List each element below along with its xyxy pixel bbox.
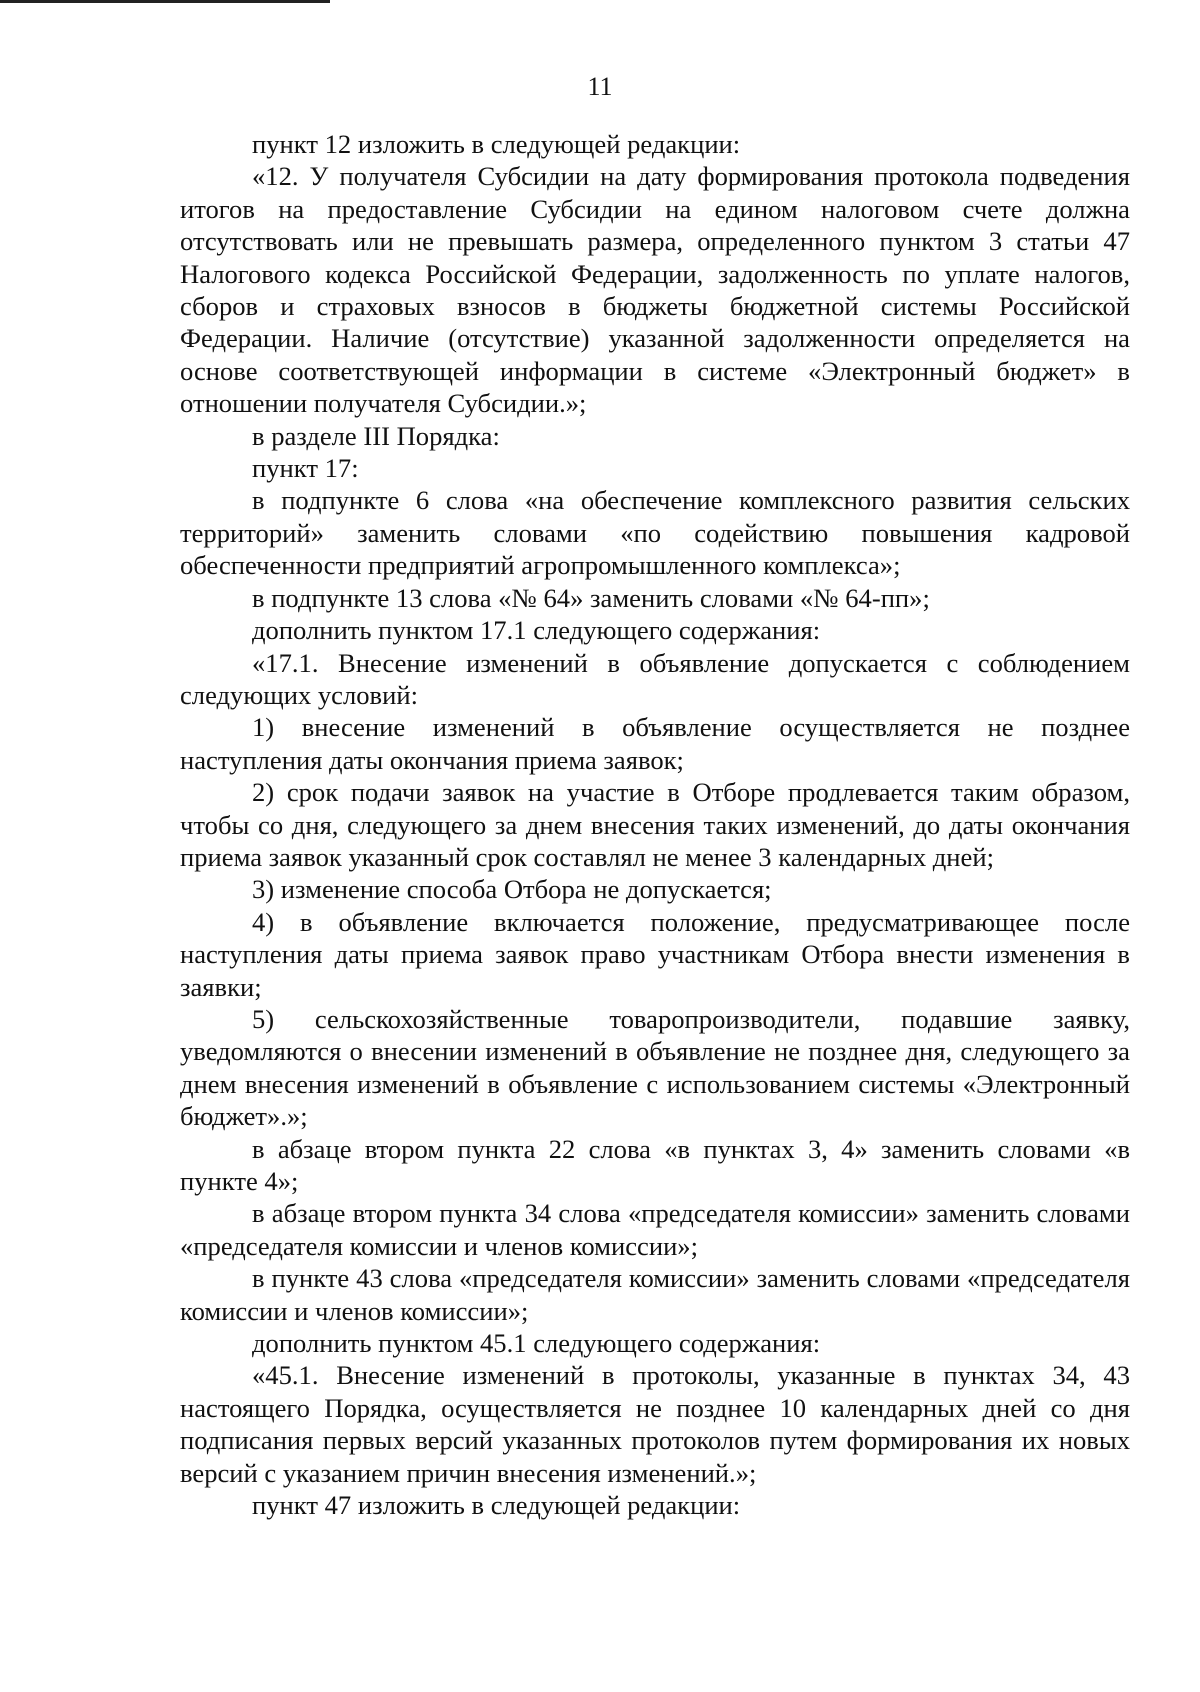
paragraph: пункт 12 изложить в следующей редакции: (252, 129, 741, 159)
paragraph: дополнить пунктом 45.1 следующего содержания: (252, 1328, 821, 1359)
paragraph: в пункте 43 слова «председателя комиссии» заменить словами «председателя комиссии и членов комиссии»; (180, 1263, 1130, 1326)
page-number: 11 (587, 72, 613, 101)
paragraph: «45.1. Внесение изменений в протоколы, указанные в пунктах 34, 43 настоящего Порядка, осуществляется не позднее 10 календарных дней со дня подписания первых версий указанных протоколов путем формирования их новых версий с указанием причин внесения изменений.»; (180, 1360, 1130, 1488)
list-item: 1) внесение изменений в объявление осуществляется не позднее наступления даты окончания приема заявок; (180, 712, 1130, 775)
paragraph: в абзаце втором пункта 34 слова «председателя комиссии» заменить словами «председателя комиссии и членов комиссии»; (180, 1198, 1130, 1261)
scan-top-edge-line (0, 0, 330, 3)
paragraph: «17.1. Внесение изменений в объявление допускается с соблюдением следующих условий: (180, 647, 1130, 710)
paragraph: пункт 17: (252, 453, 359, 484)
paragraph: пункт 47 изложить в следующей редакции: (252, 1490, 741, 1521)
paragraph: в подпункте 13 слова «№ 64» заменить словами «№ 64-пп»; (252, 582, 930, 613)
document-body (180, 128, 1130, 1521)
paragraph: «12. У получателя Субсидии на дату формирования протокола подведения итогов на предоставление Субсидии на едином налоговом счете должна отсутствовать или не превышать размера, определенного пунктом 3 статьи 47 Налогового кодекса Российской Федерации, задолженность по уплате налогов, сборов и страховых взносов в бюджеты бюджетной системы Российской Федерации. Наличие (отсутствие) указанной задолженности определяется на основе соответствующей информации в системе «Электронный бюджет» в отношении получателя Субсидии.»; (180, 161, 1130, 419)
paragraph: в разделе III Порядка: (252, 420, 500, 451)
paragraph: в подпункте 6 слова «на обеспечение комплексного развития сельских территорий» заменить словами «по содействию повышения кадровой обеспеченности предприятий агропромышленного комплекса»; (180, 485, 1130, 581)
paragraph: дополнить пунктом 17.1 следующего содержания: (252, 615, 821, 646)
list-item: 4) в объявление включается положение, предусматривающее после наступления даты приема заявок право участникам Отбора внести изменения в заявки; (180, 906, 1130, 1002)
paragraph: в абзаце втором пункта 22 слова «в пунктах 3, 4» заменить словами «в пункте 4»; (180, 1133, 1130, 1196)
list-item: 3) изменение способа Отбора не допускается; (252, 874, 772, 905)
list-item: 5) сельскохозяйственные товаропроизводители, подавшие заявку, уведомляются о внесении изменений в объявление не позднее дня, следующего за днем внесения изменений в объявление с использованием системы «Электронный бюджет».»; (180, 1003, 1130, 1132)
list-item: 2) срок подачи заявок на участие в Отборе продлевается таким образом, чтобы со дня, следующего за днем внесения таких изменений, до даты окончания приема заявок указанный срок составлял не менее 3 календарных дней; (180, 777, 1130, 872)
